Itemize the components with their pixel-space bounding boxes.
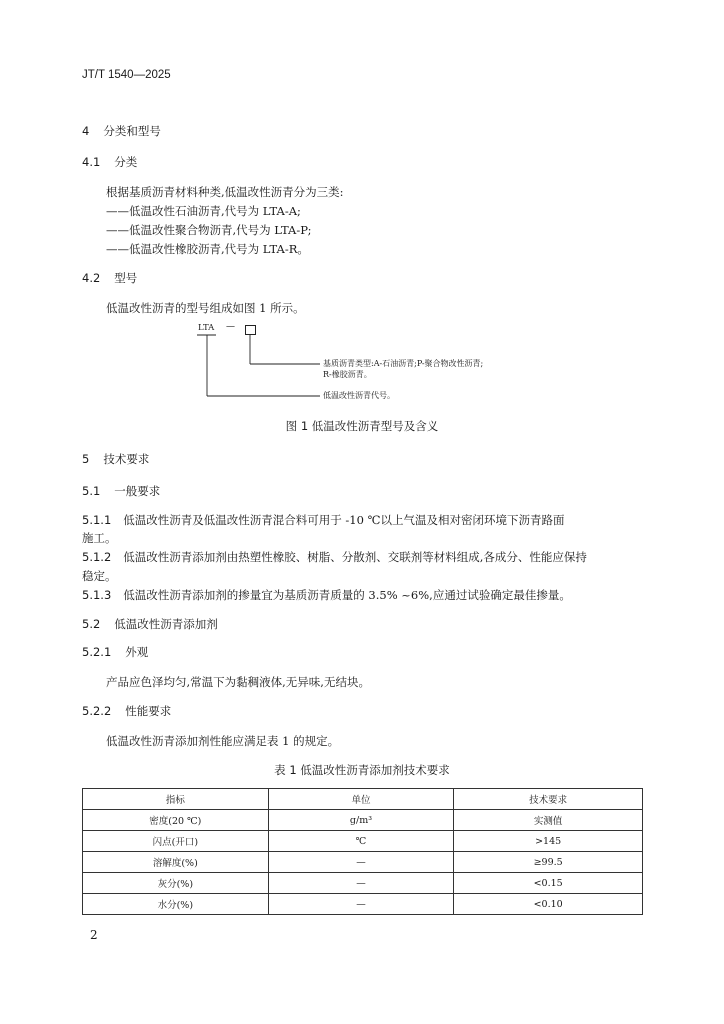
figure-1-caption: 图 1 低温改性沥青型号及含义 (285, 419, 439, 433)
table-row (83, 831, 643, 852)
table-row (83, 852, 643, 873)
section-title: 技术要求 (103, 452, 150, 466)
section-number: 4.1 (82, 155, 101, 169)
section-title: 型号 (114, 271, 138, 285)
model-diagram-lines (0, 0, 724, 420)
model-prefix: LTA (198, 323, 215, 333)
table-cell: ℃ (268, 831, 454, 852)
clause-number: 5.1.2 (82, 550, 112, 564)
section-title: 一般要求 (114, 484, 161, 498)
section-number: 5.2 (82, 617, 101, 631)
clause-text: 低温改性沥青添加剂由热塑性橡胶、树脂、分散剂、交联剂等材料组成,各成分、性能应保持 (123, 550, 587, 564)
clause-5-1-2-line1 (82, 549, 587, 565)
table-cell: — (268, 852, 454, 873)
model-code-label: 低温改性沥青代号。 (323, 391, 395, 400)
section-number: 4 (82, 124, 90, 138)
clause-5-1-1-line2: 施工。 (82, 531, 117, 545)
column-header-indicator: 指标 (83, 789, 269, 810)
table-cell: <0.15 (454, 873, 643, 894)
section-5-heading (82, 451, 149, 467)
section-title: 性能要求 (125, 704, 172, 718)
section-title: 低温改性沥青添加剂 (114, 617, 218, 631)
classification-intro: 根据基质沥青材料种类,低温改性沥青分为三类: (106, 185, 344, 199)
table-1-caption: 表 1 低温改性沥青添加剂技术要求 (274, 763, 450, 777)
table-cell: >145 (454, 831, 643, 852)
section-number: 5 (82, 452, 90, 466)
class-item-r: ——低温改性橡胶沥青,代号为 LTA-R。 (106, 242, 309, 256)
clause-number: 5.1.1 (82, 513, 112, 527)
class-item-p: ——低温改性聚合物沥青,代号为 LTA-P; (106, 223, 312, 237)
model-type-label-line1: 基质沥青类型:A-石油沥青;P-聚合物改性沥青; (323, 359, 484, 368)
section-number: 5.1 (82, 484, 101, 498)
model-dash: — (226, 322, 235, 332)
section-5-2-2-heading (82, 703, 171, 719)
model-type-label-line2: R-橡胶沥青。 (323, 370, 372, 379)
section-title: 分类和型号 (103, 124, 161, 138)
clause-5-1-2-line2: 稳定。 (82, 569, 117, 583)
section-5-2-1-heading (82, 644, 148, 660)
clause-text: 低温改性沥青及低温改性沥青混合料可用于 -10 ℃以上气温及相对密闭环境下沥青路面 (123, 513, 565, 527)
page-number: 2 (90, 928, 98, 942)
section-title: 外观 (125, 645, 149, 659)
table-cell: 闪点(开口) (83, 831, 269, 852)
table-cell: — (268, 894, 454, 915)
section-number: 5.2.1 (82, 645, 112, 659)
performance-text: 低温改性沥青添加剂性能应满足表 1 的规定。 (106, 734, 340, 748)
table-cell: <0.10 (454, 894, 643, 915)
table-cell: 灰分(%) (83, 873, 269, 894)
column-header-requirement: 技术要求 (454, 789, 643, 810)
table-cell: 实测值 (454, 810, 643, 831)
section-number: 4.2 (82, 271, 101, 285)
class-item-a: ——低温改性石油沥青,代号为 LTA-A; (106, 204, 301, 218)
table-cell: — (268, 873, 454, 894)
standard-number: JT/T 1540—2025 (82, 69, 171, 81)
table-cell: g/m³ (268, 810, 454, 831)
model-intro: 低温改性沥青的型号组成如图 1 所示。 (106, 301, 305, 315)
spec-table (82, 788, 643, 915)
table-cell: 溶解度(%) (83, 852, 269, 873)
section-number: 5.2.2 (82, 704, 112, 718)
clause-5-1-3 (82, 587, 571, 603)
table-row (83, 873, 643, 894)
table-cell: ≥99.5 (454, 852, 643, 873)
table-header-row (83, 789, 643, 810)
clause-number: 5.1.3 (82, 588, 112, 602)
clause-5-1-1-line1 (82, 512, 564, 528)
clause-text: 低温改性沥青添加剂的掺量宜为基质沥青质量的 3.5% ~6%,应通过试验确定最佳掺量。 (123, 588, 571, 602)
table-cell: 水分(%) (83, 894, 269, 915)
section-title: 分类 (114, 155, 138, 169)
table-cell: 密度(20 ℃) (83, 810, 269, 831)
table-row (83, 810, 643, 831)
table-row (83, 894, 643, 915)
section-5-1-heading (82, 483, 160, 499)
column-header-unit: 单位 (268, 789, 454, 810)
section-5-2-heading (82, 616, 218, 632)
appearance-text: 产品应色泽均匀,常温下为黏稠液体,无异味,无结块。 (106, 675, 370, 689)
